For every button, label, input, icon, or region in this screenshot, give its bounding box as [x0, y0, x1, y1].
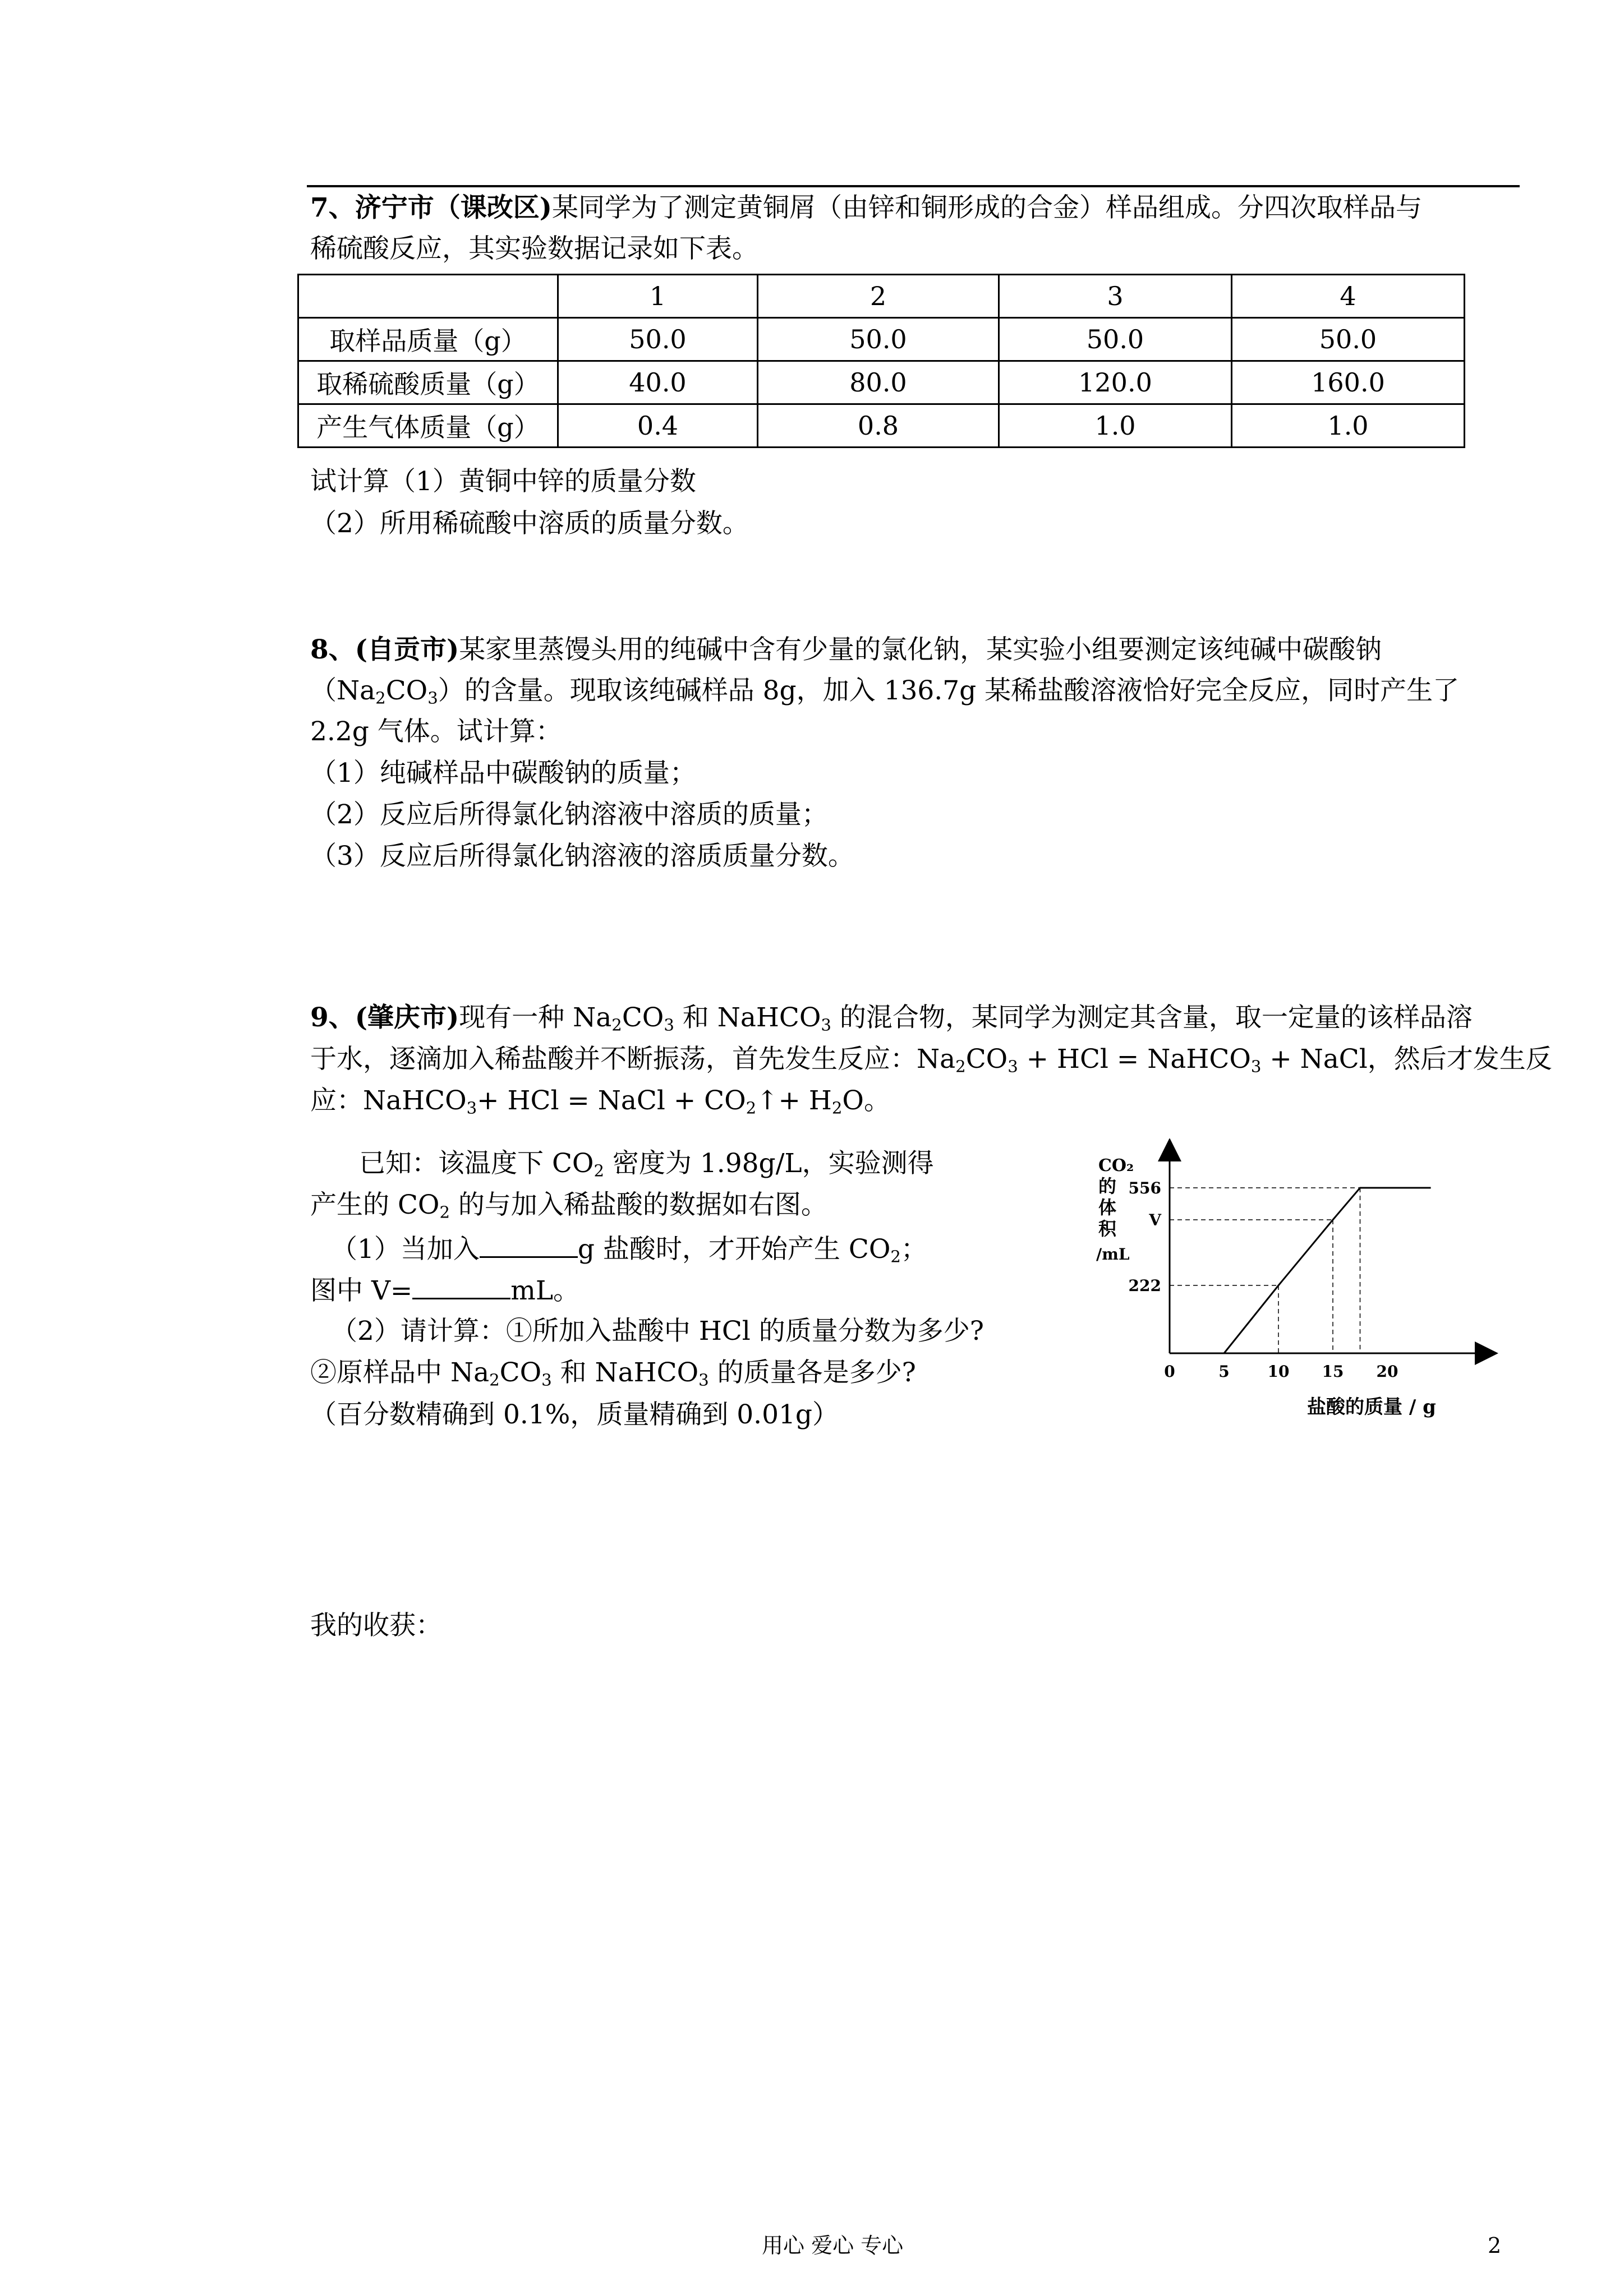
text-span: + HCl = NaCl + CO [477, 1085, 746, 1116]
q9-known [359, 1147, 934, 1180]
x-tick-label: 5 [1218, 1362, 1230, 1381]
table-cell: 80.0 [758, 361, 999, 404]
text-span: 和 NaHCO [674, 1002, 821, 1033]
answer-blank-1[interactable] [480, 1232, 578, 1258]
x-ticks [1164, 1362, 1398, 1381]
q7-ask1: 试计算（1）黄铜中锌的质量分数 [310, 466, 696, 497]
subscript: 2 [439, 1202, 450, 1222]
q8-sub2: （2）反应后所得氯化钠溶液中溶质的质量； [310, 799, 828, 830]
table-cell: 160.0 [1232, 361, 1465, 404]
text-span: 已知：该温度下 CO [359, 1148, 594, 1179]
q9-line2 [310, 1043, 1552, 1076]
text-span: CO [622, 1002, 664, 1033]
q7-line1-text: 某同学为了测定黄铜屑（由锌和铜形成的合金）样品组成。分四次取样品与 [551, 192, 1422, 223]
subscript: 3 [664, 1015, 674, 1035]
subscript: 3 [1250, 1057, 1262, 1076]
text-span: O。 [842, 1085, 890, 1116]
q8-sub1: （1）纯碱样品中碳酸钠的质量； [310, 758, 696, 789]
co2-volume-chart [1088, 1138, 1515, 1436]
x-tick-label: 0 [1164, 1362, 1175, 1381]
q9-calc-c: （百分数精确到 0.1%，质量精确到 0.01g） [310, 1399, 839, 1430]
q8-line2 [310, 675, 1459, 707]
q7-source: 济宁市（课改区) [355, 192, 552, 223]
q7-number: 7、 [310, 192, 355, 223]
text-span: CO [965, 1044, 1008, 1075]
q9-line5 [310, 1189, 827, 1221]
table-cell: 取样品质量（g） [298, 318, 558, 361]
table-cell: 3 [999, 275, 1232, 318]
text-span: 的质量各是多少? [709, 1357, 916, 1388]
text-span: 于水，逐滴加入稀盐酸并不断振荡，首先发生反应：Na [310, 1044, 956, 1075]
y-ticks [1129, 1179, 1162, 1295]
text-span: 的混合物，某同学为测定其含量，取一定量的该样品溶 [831, 1002, 1473, 1033]
answer-blank-2[interactable] [412, 1273, 510, 1299]
q8-source: (自贡市) [355, 634, 459, 665]
table-cell: 1.0 [999, 404, 1232, 448]
y-tick-label: V [1149, 1211, 1161, 1229]
page-number: 2 [1488, 2233, 1502, 2258]
table-cell: 120.0 [999, 361, 1232, 404]
subscript: 2 [594, 1161, 604, 1181]
text-span: 图中 V= [310, 1275, 413, 1306]
table-cell: 4 [1232, 275, 1465, 318]
table-cell: 40.0 [558, 361, 758, 404]
text-span: ； [900, 1234, 927, 1265]
q8-number: 8、 [310, 634, 355, 665]
q9-source: (肇庆市) [355, 1002, 459, 1033]
subscript: 2 [955, 1057, 966, 1076]
q8-line1-text: 某家里蒸馒头用的纯碱中含有少量的氯化钠，某实验小组要测定该纯碱中碳酸钠 [459, 634, 1382, 665]
table-cell: 2 [758, 275, 999, 318]
table-cell: 取稀硫酸质量（g） [298, 361, 558, 404]
text-span: + NaCl，然后才发生反 [1261, 1044, 1552, 1075]
top-rule [307, 185, 1520, 187]
q8-sub3: （3）反应后所得氯化钠溶液的溶质质量分数。 [310, 841, 854, 872]
subscript: 3 [698, 1370, 709, 1390]
q9-calc-a: （2）请计算：①所加入盐酸中 HCl 的质量分数为多少? [331, 1316, 984, 1347]
table-cell: 50.0 [758, 318, 999, 361]
guide-lines [1170, 1188, 1360, 1353]
y-label-line: 体 [1098, 1197, 1117, 1218]
q9-fill2 [310, 1273, 579, 1307]
text-span: 和 NaHCO [551, 1357, 699, 1388]
subscript: 3 [821, 1015, 831, 1035]
subscript: 2 [611, 1015, 622, 1035]
y-label-line: CO₂ [1098, 1156, 1134, 1175]
y-label-line: 的 [1098, 1175, 1117, 1197]
x-axis-label: 盐酸的质量 / g [1307, 1396, 1436, 1418]
text-span: ↑+ H [756, 1085, 832, 1116]
text-span: （1）当加入 [331, 1234, 480, 1265]
text-span: 密度为 1.98g/L，实验测得 [604, 1148, 934, 1179]
text-span: mL。 [510, 1275, 580, 1306]
text-span: 产生的 CO [310, 1190, 440, 1220]
table-header-row [298, 275, 1465, 318]
table-row [298, 361, 1465, 404]
table-cell [298, 275, 558, 318]
q9-line1 [310, 1002, 1473, 1034]
text-span: 的与加入稀盐酸的数据如右图。 [449, 1190, 827, 1220]
table-cell: 1.0 [1232, 404, 1465, 448]
q7-line2: 稀硫酸反应，其实验数据记录如下表。 [310, 233, 758, 264]
text-span: ）的含量。现取该纯碱样品 8g，加入 136.7g 某稀盐酸溶液恰好完全反应，同时产生了 [438, 675, 1460, 706]
subscript: 3 [427, 688, 438, 708]
table-cell: 0.4 [558, 404, 758, 448]
text-span: 应：NaHCO [310, 1085, 467, 1116]
subscript: 2 [746, 1098, 757, 1118]
table-cell: 50.0 [999, 318, 1232, 361]
series-line [1224, 1188, 1431, 1353]
subscript: 3 [541, 1370, 552, 1390]
q8-line3: 2.2g 气体。试计算： [310, 716, 562, 747]
subscript: 2 [375, 688, 386, 708]
text-span: 现有一种 Na [459, 1002, 612, 1033]
table-row [298, 318, 1465, 361]
y-tick-label: 556 [1128, 1179, 1161, 1197]
subscript: 2 [831, 1098, 843, 1118]
subscript: 2 [489, 1370, 500, 1390]
table-cell: 50.0 [1232, 318, 1465, 361]
footer-motto: 用心 爱心 专心 [762, 2233, 904, 2258]
y-tick-label: 222 [1128, 1276, 1161, 1295]
table-cell: 1 [558, 275, 758, 318]
q9-calc-b [310, 1357, 916, 1389]
q9-fill1 [331, 1232, 927, 1266]
subscript: 2 [890, 1247, 901, 1266]
table-cell: 50.0 [558, 318, 758, 361]
table-cell: 0.8 [758, 404, 999, 448]
x-tick-label: 10 [1267, 1362, 1290, 1381]
table-row [298, 404, 1465, 448]
x-tick-label: 20 [1376, 1362, 1398, 1381]
y-label-line: /mL [1096, 1245, 1130, 1264]
q9-number: 9、 [310, 1002, 355, 1033]
x-tick-label: 15 [1322, 1362, 1344, 1381]
q7-line1 [310, 192, 1422, 224]
table-cell: 产生气体质量（g） [298, 404, 558, 448]
text-span: ②原样品中 Na [310, 1357, 490, 1388]
q7-ask2: （2）所用稀硫酸中溶质的质量分数。 [310, 508, 749, 539]
text-span: + HCl = NaHCO [1018, 1044, 1251, 1075]
q8-line1 [310, 634, 1382, 666]
text-span: CO [499, 1357, 542, 1388]
text-span: CO [385, 675, 428, 706]
text-span: （Na [310, 675, 376, 706]
harvest-label: 我的收获： [310, 1610, 442, 1641]
subscript: 3 [1007, 1057, 1018, 1076]
subscript: 3 [466, 1098, 477, 1118]
text-span: g 盐酸时，才开始产生 CO [577, 1234, 891, 1265]
q9-line3 [310, 1085, 890, 1117]
q7-data-table [297, 274, 1465, 448]
y-label-line: 积 [1098, 1218, 1117, 1239]
